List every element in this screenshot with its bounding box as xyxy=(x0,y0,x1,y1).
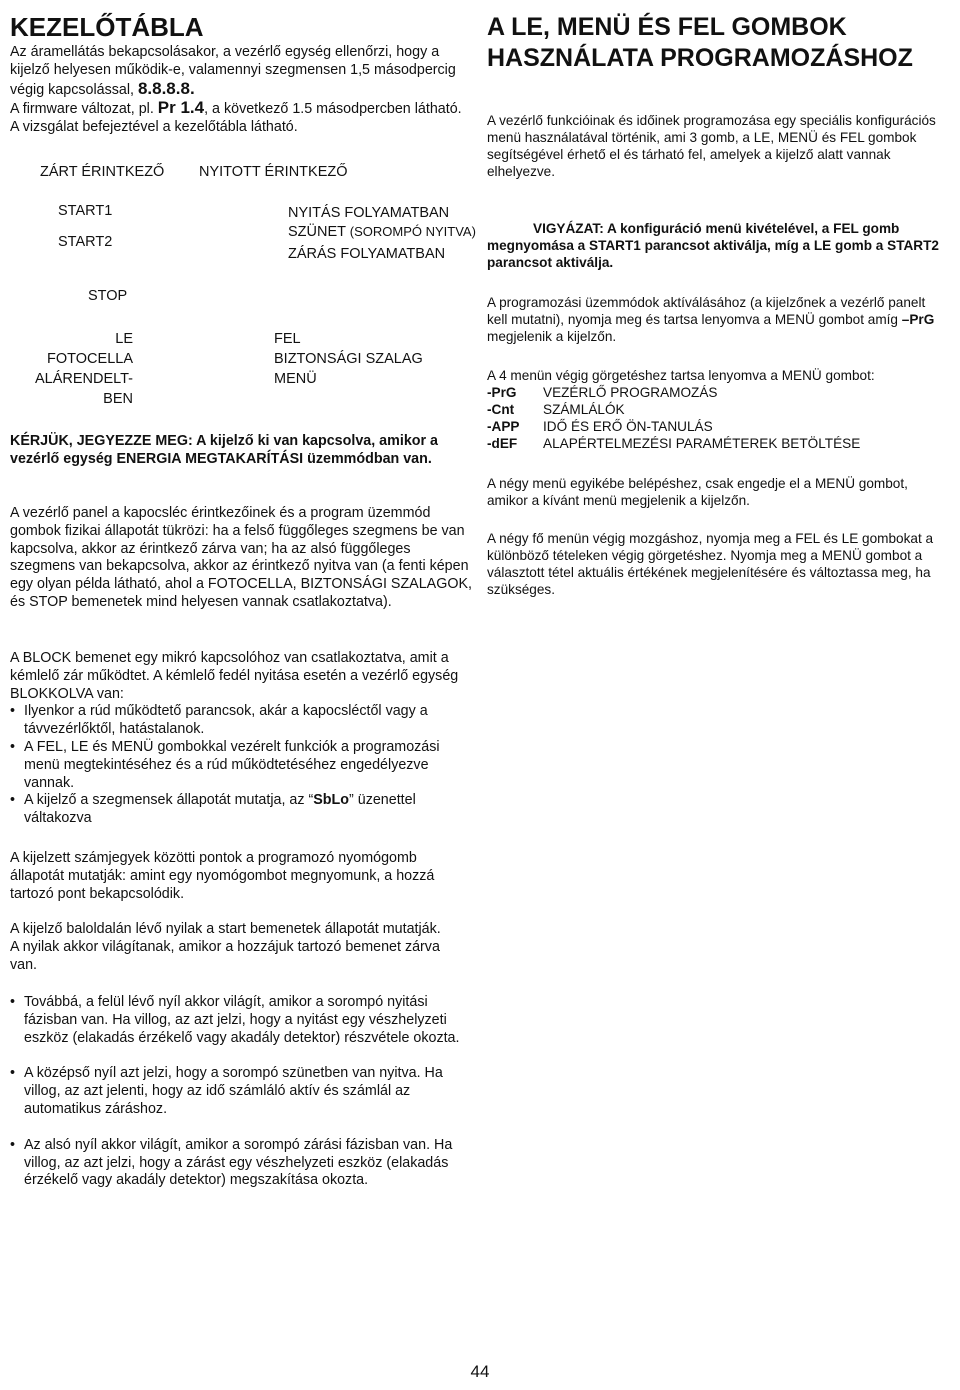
list-item: • A középső nyíl azt jelzi, hogy a sorompó szünetben van nyitva. Ha villog, az azt jelenti, hogy az idő számláló aktív és számlál az automatikus záráshoz. xyxy=(10,1065,472,1118)
label-safety-strip: BIZTONSÁGI SZALAG xyxy=(274,351,423,367)
label-stop: STOP xyxy=(88,288,128,304)
menu-code: -dEF xyxy=(487,436,518,451)
menu-desc: ALAPÉRTELMEZÉSI PARAMÉTEREK BETÖLTÉSE xyxy=(543,436,861,451)
list-item: • Továbbá, a felül lévő nyíl akkor világít, amikor a sorompó nyitási fázisban van. Ha villog, az azt jelzi, hogy a nyitást egy vészhelyzeti eszköz (elakadás érzékelő vagy akadály detektor) részvétele okozta. xyxy=(10,994,472,1047)
energy-saving-note: KÉRJÜK, JEGYEZZE MEG: A kijelző ki van kapcsolva, amikor a vezérlő egység ENERGIA MEGTAKARÍTÁSI üzemmódban van. xyxy=(10,433,438,467)
sblo-message: SbLo xyxy=(313,792,350,809)
enter-menu-paragraph: A négy menü egyikébe belépéshez, csak engedje el a MENÜ gombot, amikor a kívánt menü megjelenik a kijelzőn. xyxy=(487,476,908,508)
prg-code: –PrG xyxy=(901,312,935,327)
label-pause-text: SZÜNET xyxy=(288,224,350,240)
programming-intro: A vezérlő funkcióinak és időinek programozása egy speciális konfigurációs menü használatával történik, ami 3 gomb, a LE, MENÜ és FEL gombok segítségével érhető el és tárható fel, amelyek a kijelző alatt vannak elhelyezve. xyxy=(487,113,936,179)
list-item: • Az alsó nyíl akkor világít, amikor a sorompó zárási fázisban van. Ha villog, az azt jelzi, hogy a zárást egy vészhelyzeti eszköz (elakadás érzékelő vagy akadály detektor) megszakítása okozta. xyxy=(10,1137,472,1190)
left-input-labels xyxy=(20,329,133,409)
intro-text-2: A firmware változat, pl. xyxy=(10,101,158,118)
test-pattern-value: 8.8.8.8. xyxy=(137,78,195,98)
label-photocell: FOTOCELLA xyxy=(47,351,133,367)
right-input-labels xyxy=(274,329,423,389)
menu-code: -Cnt xyxy=(487,402,515,417)
list-item xyxy=(10,792,472,828)
label-pause xyxy=(288,223,476,241)
intro-paragraph xyxy=(10,44,472,137)
programming-title: A LE, MENÜ ÉS FEL GOMBOK HASZNÁLATA PROGRAMOZÁSHOZ xyxy=(487,13,913,72)
intro-text-1: Az áramellátás bekapcsolásakor, a vezérlő egység ellenőrzi, hogy a kijelző helyesen működik-e, valamennyi szegmensen 1,5 másodpercig végig kapcsolással, xyxy=(10,44,456,98)
prog-mode-paragraph xyxy=(487,294,949,345)
label-closing: ZÁRÁS FOLYAMATBAN xyxy=(288,246,446,262)
prog-post: megjelenik a kijelzőn. xyxy=(487,329,617,344)
block-intro: A BLOCK bemenet egy mikró kapcsolóhoz van csatlakoztatva, amit a kémlelő zár működtet. A kémlelő fedél nyitása esetén a vezérlő egység BLOKKOLVA van: xyxy=(10,650,459,702)
arrow-bullet-list xyxy=(10,994,472,1047)
scroll-paragraph: A négy fő menün végig mozgáshoz, nyomja meg a FEL és LE gombokat a különböző tételeken végig görgetéshez. Nyomja meg a MENÜ gombot a választott tétel aktuális értékének megjelenítésére és változtassa meg, ha szükséges. xyxy=(487,531,934,597)
menu-row xyxy=(487,384,949,401)
menu-desc: IDŐ ÉS ERŐ ÖN-TANULÁS xyxy=(543,419,713,434)
dots-paragraph: A kijelzett számjegyek közötti pontok a programozó nyomógomb állapotát mutatják: amint egy nyomógombot megnyomunk, a hozzá tartozó pont bekapcsolódik. xyxy=(10,850,435,902)
label-start1: START1 xyxy=(58,203,113,219)
warning-note: VIGYÁZAT: A konfiguráció menü kivételével, a FEL gomb megnyomása a START1 parancsot aktiválja, míg a LE gomb a START2 parancsot aktiválja. xyxy=(487,221,939,270)
list-item: • A FEL, LE és MENÜ gombokkal vezérelt funkciók a programozási menü megtekintéséhez és a rúd működtetéséhez engedélyezve vannak. xyxy=(10,739,472,792)
block-bullet-list xyxy=(10,703,472,828)
arrows-paragraph: A kijelző baloldalán lévő nyilak a start bemenetek állapotát mutatják. A nyilak akkor világítanak, amikor a hozzájuk tartozó bemenet zárva van. xyxy=(10,921,441,973)
prog-pre: A programozási üzemmódok aktíválásához (a kijelzőnek a vezérlő panelt kell mutatni), nyomja meg és tartsa lenyomva a MENÜ gombot amíg xyxy=(487,295,926,327)
list-item: • Ilyenkor a rúd működtető parancsok, akár a kapocsléctől vagy a távvezérlőktől, hatástalanok. xyxy=(10,703,472,739)
page-number: 44 xyxy=(470,1362,490,1381)
label-pause-note: (SOROMPÓ NYITVA) xyxy=(349,224,476,239)
menu-desc: SZÁMLÁLÓK xyxy=(543,402,625,417)
arrow-bullet-list-2 xyxy=(10,1065,472,1118)
menu-desc: VEZÉRLŐ PROGRAMOZÁS xyxy=(543,385,718,400)
label-slave: ALÁRENDELT- xyxy=(34,371,133,387)
closed-contact-header: ZÁRT ÉRINTKEZŐ xyxy=(40,164,165,180)
panel-title: KEZELŐTÁBLA xyxy=(10,12,204,42)
label-opening: NYITÁS FOLYAMATBAN xyxy=(288,205,450,221)
arrow-bullet-list-3 xyxy=(10,1137,472,1190)
block-b3-pre: A kijelző a szegmensek állapotát mutatja, az “ xyxy=(24,792,314,809)
label-menu: MENÜ xyxy=(274,371,317,387)
block-b3-post: ” üzenettel váltakozva xyxy=(24,792,416,827)
menu-row xyxy=(487,418,949,435)
block-section xyxy=(10,650,472,828)
menu-list-intro: A 4 menün végig görgetéshez tartsa lenyomva a MENÜ gombot: xyxy=(487,368,875,383)
arrow-bullets xyxy=(10,994,472,1190)
label-start2: START2 xyxy=(58,234,113,250)
menu-code: -PrG xyxy=(487,385,517,400)
menu-row xyxy=(487,401,949,418)
firmware-version-value: Pr 1.4 xyxy=(157,98,205,118)
open-contact-header: NYITOTT ÉRINTKEZŐ xyxy=(199,164,348,180)
menu-list-section xyxy=(487,367,949,452)
label-down: LE xyxy=(115,331,133,347)
panel-description: A vezérlő panel a kapocsléc érintkezőinek és a program üzemmód gombok fizikai állapotát tükrözi: ha a felső függőleges szegmens be van kapcsolva, akkor az érintkező zárva van; ha az alsó függőleges szegmens van bekapcsolva, akkor az érintkező nyitva van (a fenti képen egy olyan példa látható, ahol a FOTOCELLA, BIZTONSÁGI SZALAGOK, és STOP bemenetek mind helyesen vannak csatlakoztatva). xyxy=(10,505,472,610)
label-slave-2: BEN xyxy=(103,391,133,407)
intro-text-3: , a következő 1.5 másodpercben látható. A vizsgálat befejeztével a kezelőtábla látható. xyxy=(10,101,462,136)
label-up: FEL xyxy=(274,331,301,347)
menu-code: -APP xyxy=(487,419,520,434)
menu-row xyxy=(487,435,949,452)
